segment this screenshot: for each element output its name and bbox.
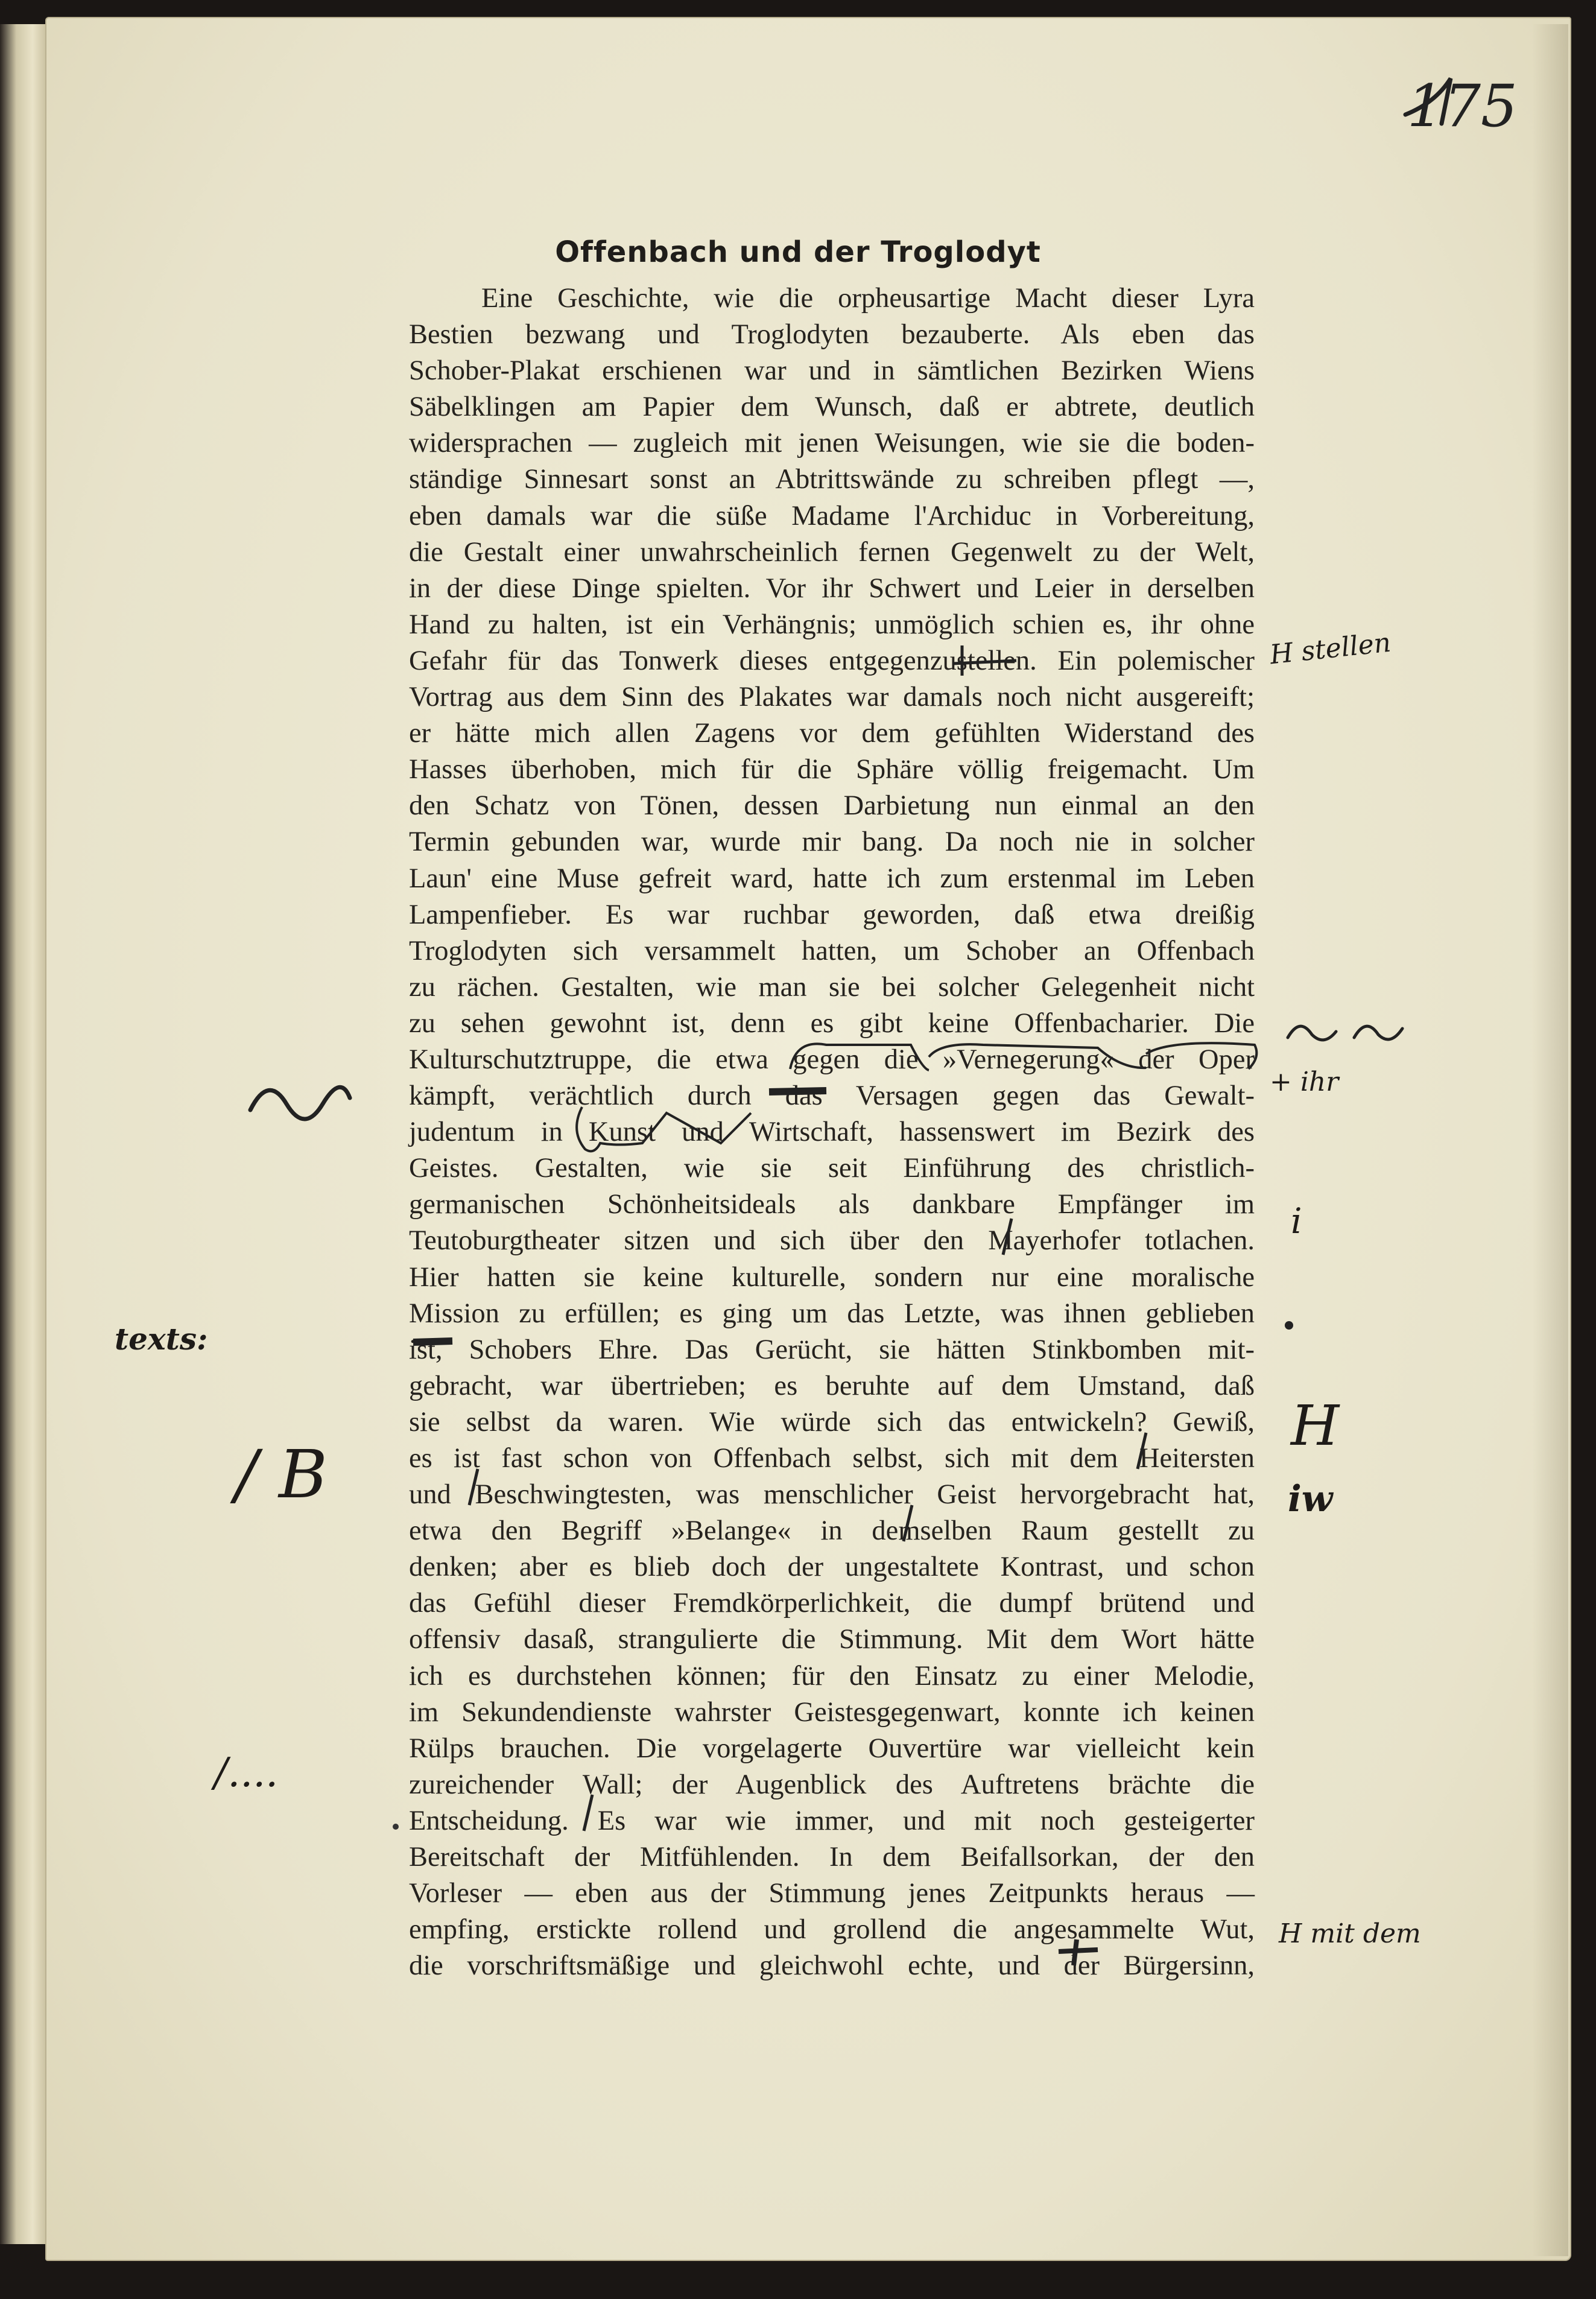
text-line: er hätte mich allen Zagens vor dem gefühlten Widerstand des (409, 718, 1255, 749)
margin-note-left-2: / B (235, 1436, 328, 1513)
text-line: Säbelklingen am Papier dem Wunsch, daß er abtrete, deutlich (409, 392, 1255, 423)
text-line: und Beschwingtesten, was menschlicher Geist hervorgebracht hat, (409, 1479, 1255, 1511)
text-line: Vorleser — eben aus der Stimmung jenes Zeitpunkts heraus — (409, 1878, 1255, 1909)
margin-note-right-7: H mit dem (1279, 1918, 1421, 1949)
strike-der (1056, 1936, 1104, 1967)
text-line: Vortrag aus dem Sinn des Plakates war damals noch nicht ausgereift; (409, 682, 1255, 713)
folio-number: 175 (1407, 72, 1518, 140)
margin-note-right-5: H (1291, 1394, 1340, 1458)
text-line: Hand zu halten, ist ein Verhängnis; unmöglich schien es, ihr ohne (409, 609, 1255, 640)
text-line: Mission zu erfüllen; es ging um das Letzte, was ihnen geblieben (409, 1298, 1255, 1329)
text-line: denken; aber es blieb doch der ungestaltete Kontrast, und schon (409, 1552, 1255, 1583)
text-line: kämpft, verächtlich durch das Versagen gegen das Gewalt- (409, 1080, 1255, 1112)
text-line: in der diese Dinge spielten. Vor ihr Schwert und Leier in derselben (409, 572, 1255, 604)
text-line: germanischen Schönheitsideals als dankbare Empfänger im (409, 1189, 1255, 1220)
text-line: Geistes. Gestalten, wie sie seit Einführung des christlich- (409, 1153, 1255, 1184)
bracket-mark-ist (1282, 1318, 1300, 1336)
article-body (409, 281, 1255, 1984)
text-line: Hier hatten sie keine kulturelle, sondern nur eine moralische (409, 1261, 1255, 1293)
text-line: widersprachen — zugleich mit jenen Weisungen, wie sie die boden- (409, 428, 1255, 459)
text-line: Troglodyten sich versammelt hatten, um Schober an Offenbach (409, 935, 1255, 966)
text-line: den Schatz von Tönen, dessen Darbietung nun einmal an den (409, 790, 1255, 822)
text-line: Termin gebunden war, wurde mir bang. Da noch nie in solcher (409, 826, 1255, 858)
margin-note-right-3: + ihr (1270, 1067, 1339, 1097)
strike-ist (410, 1330, 458, 1354)
text-line: im Sekundendienste wahrster Geistesgegenwart, konnte ich keinen (409, 1696, 1255, 1728)
text-line: Eine Geschichte, wie die orpheusartige Macht dieser Lyra (481, 283, 1255, 314)
text-line: Kulturschutztruppe, die etwa gegen die »Vernegerung« der Oper (409, 1044, 1255, 1075)
margin-note-right-6: iw (1288, 1478, 1333, 1520)
text-line: eben damals war die süße Madame l'Archiduc in Vorbereitung, (409, 500, 1255, 531)
text-line: zu sehen gewohnt ist, denn es gibt keine Offenbacharier. Die (409, 1007, 1255, 1039)
transposition-mark-left (244, 1074, 359, 1140)
text-line: Hasses überhoben, mich für die Sphäre völlig freigemacht. Um (409, 754, 1255, 785)
text-line: ist, Schobers Ehre. Das Gerücht, sie hätten Stinkbomben mit- (409, 1334, 1255, 1365)
stray-dot (391, 1822, 403, 1834)
text-line: Rülps brauchen. Die vorgelagerte Ouvertüre war vielleicht kein (409, 1733, 1255, 1764)
text-line: etwa den Begriff »Belange« in demselben Raum gestellt zu (409, 1515, 1255, 1547)
text-line: Bereitschaft der Mitfühlenden. In dem Beifallsorkan, der den (409, 1842, 1255, 1873)
text-line: zu rächen. Gestalten, wie man sie bei solcher Gelegenheit nicht (409, 971, 1255, 1003)
strike-das (766, 1080, 832, 1104)
text-line: Lampenfieber. Es war ruchbar geworden, daß etwa dreißig (409, 899, 1255, 930)
text-line: Teutoburgtheater sitzen und sich über den Mayerhofer totlachen. (409, 1225, 1255, 1257)
article-title: Offenbach und der Troglodyt (555, 235, 1041, 269)
text-line: empfing, erstickte rollend und grollend die angesammelte Wut, (409, 1914, 1255, 1945)
transposition-mark-right (1285, 1013, 1405, 1050)
slash-mayerhofer (998, 1216, 1016, 1258)
folio-stroke-mark (1399, 66, 1472, 133)
margin-note-left-3: /.... (214, 1749, 279, 1796)
text-line: ständige Sinnesart sonst an Abtrittswände zu schreiben pflegt —, (409, 464, 1255, 495)
text-line: judentum in Kunst und Wirtschaft, hassenswert im Bezirk des (409, 1117, 1255, 1148)
slash-entscheidung (579, 1792, 597, 1834)
text-line: Bestien bezwang und Troglodyten bezauberte. Als eben das (409, 319, 1255, 350)
text-line: zureichender Wall; der Augenblick des Auftretens brächte die (409, 1769, 1255, 1800)
text-line: es ist fast schon von Offenbach selbst, sich mit dem Heitersten (409, 1443, 1255, 1474)
text-line: das Gefühl dieser Fremdkörperlichkeit, die dumpf brütend und (409, 1588, 1255, 1619)
text-line: sie selbst da waren. Wie würde sich das entwickeln? Gewiß, (409, 1406, 1255, 1438)
text-line: Schober-Plakat erschienen war und in sämtlichen Bezirken Wiens (409, 355, 1255, 387)
text-line: ich es durchstehen können; für den Einsatz zu einer Melodie, (409, 1660, 1255, 1692)
text-line: die vorschriftsmäßige und gleichwohl echte, und der Bürgersinn, (409, 1950, 1255, 1982)
margin-note-right-1: H stellen (1268, 627, 1393, 671)
slash-beschwingtesten (464, 1466, 483, 1508)
margin-note-right-4: i (1291, 1200, 1302, 1241)
text-line: die Gestalt einer unwahrscheinlich fernen Gegenwelt zu der Welt, (409, 536, 1255, 568)
margin-note-left-1: texts: (115, 1321, 208, 1357)
loop-gegen-die (784, 1033, 1267, 1081)
strike-stellen (950, 642, 1022, 679)
text-line: Gefahr für das Tonwerk dieses entgegenzustellen. Ein polemischer (409, 645, 1255, 676)
slash-heitersten (1133, 1430, 1151, 1472)
loop-kunst-und (570, 1101, 763, 1155)
page-edge-shade (1532, 24, 1568, 2256)
text-line: gebracht, war übertrieben; es beruhte auf dem Umstand, daß (409, 1370, 1255, 1401)
text-line: offensiv dasaß, strangulierte die Stimmung. Mit dem Wort hätte (409, 1624, 1255, 1655)
text-line: Laun' eine Muse gefreit ward, hatte ich zum erstenmal im Leben (409, 863, 1255, 894)
slash-demselben (899, 1502, 917, 1544)
text-line: Entscheidung. Es war wie immer, und mit noch gesteigerter (409, 1805, 1255, 1836)
